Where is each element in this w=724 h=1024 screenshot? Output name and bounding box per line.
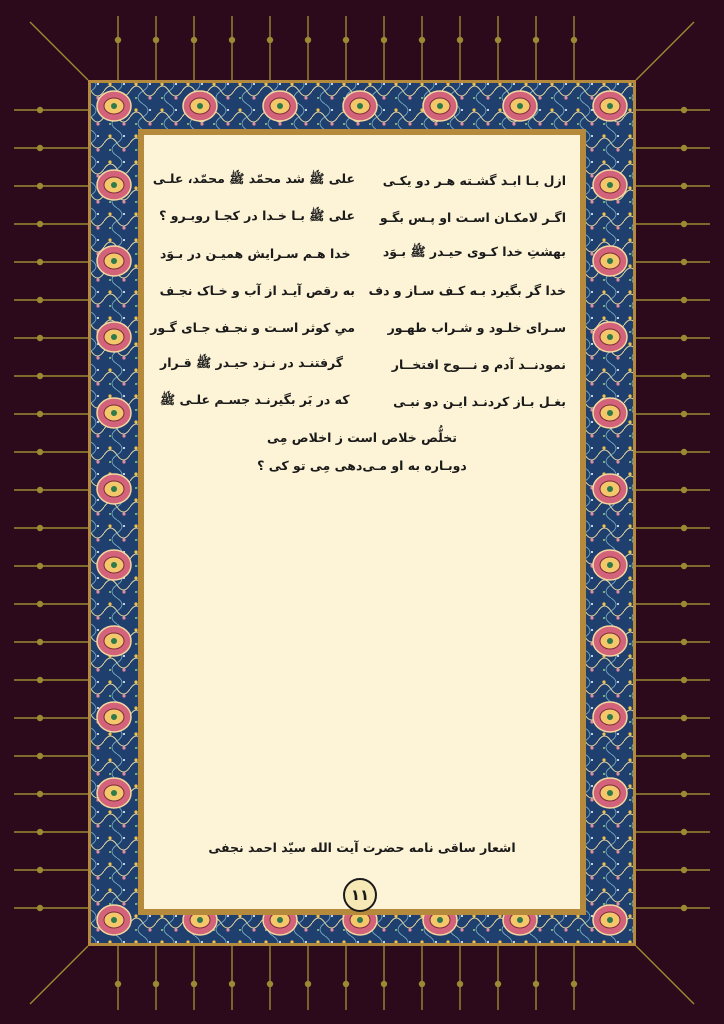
couplet: [160, 383, 566, 420]
couplet: [152, 162, 566, 199]
hemistich-right: نمودنــد آدم و نـــوح افتخــار: [391, 356, 566, 372]
couplet: [160, 346, 566, 383]
hemistich-right: اگـر لامکـان اسـت او پـس بگـو: [379, 209, 566, 225]
hemistich-right: خدا گر بگیرد بـه کـف سـاز و دف: [368, 283, 566, 299]
couplet: [160, 199, 566, 236]
hemistich-right: بغـل بـاز کردنـد ایـن دو نبـی: [393, 393, 566, 409]
hemistich-right: ازل بـا ابـد گشـته هـر دو یکـی: [382, 172, 566, 188]
hemistich-left: علی ﷺ بـا خـدا در کجـا روبـرو ؟: [159, 207, 355, 223]
page-number: ۱۱: [343, 878, 377, 912]
hemistich-left: خدا هـم سـرایش همیـن در بـوَد: [160, 246, 351, 262]
hemistich-left: که در بَر بگیرنـد جسـم علـی ﷺ: [160, 391, 350, 407]
couplet: [160, 272, 566, 309]
hemistich-left: به رقص آیـد از آب و خـاک نجـف: [159, 283, 355, 299]
couplet: [160, 236, 566, 273]
hemistich-left: گرفتنـد در نـزد حیـدر ﷺ قـرار: [160, 354, 344, 370]
closing-line: تخلُّص خلاص است ز اخلاص مِی: [267, 430, 457, 445]
hemistich-left: میِ کوثر اسـت و نجـف جـای گـور: [150, 320, 355, 336]
poem: [150, 162, 566, 420]
hemistich-right: سـرای خلـود و شـراب طهـور: [387, 320, 566, 336]
hemistich-left: علی ﷺ شد محمّد ﷺ محمّد، علـی: [152, 170, 355, 186]
couplet: [150, 309, 566, 346]
closing-line: دوبـاره به او مـی‌دهی مِی تو کی ؟: [257, 458, 467, 473]
book-credit: اشعار ساقی نامه حضرت آیت الله سیّد احمد نجفی: [208, 840, 516, 855]
hemistich-right: بهشتِ خدا کـوی حیـدر ﷺ بـوَد: [382, 244, 566, 260]
